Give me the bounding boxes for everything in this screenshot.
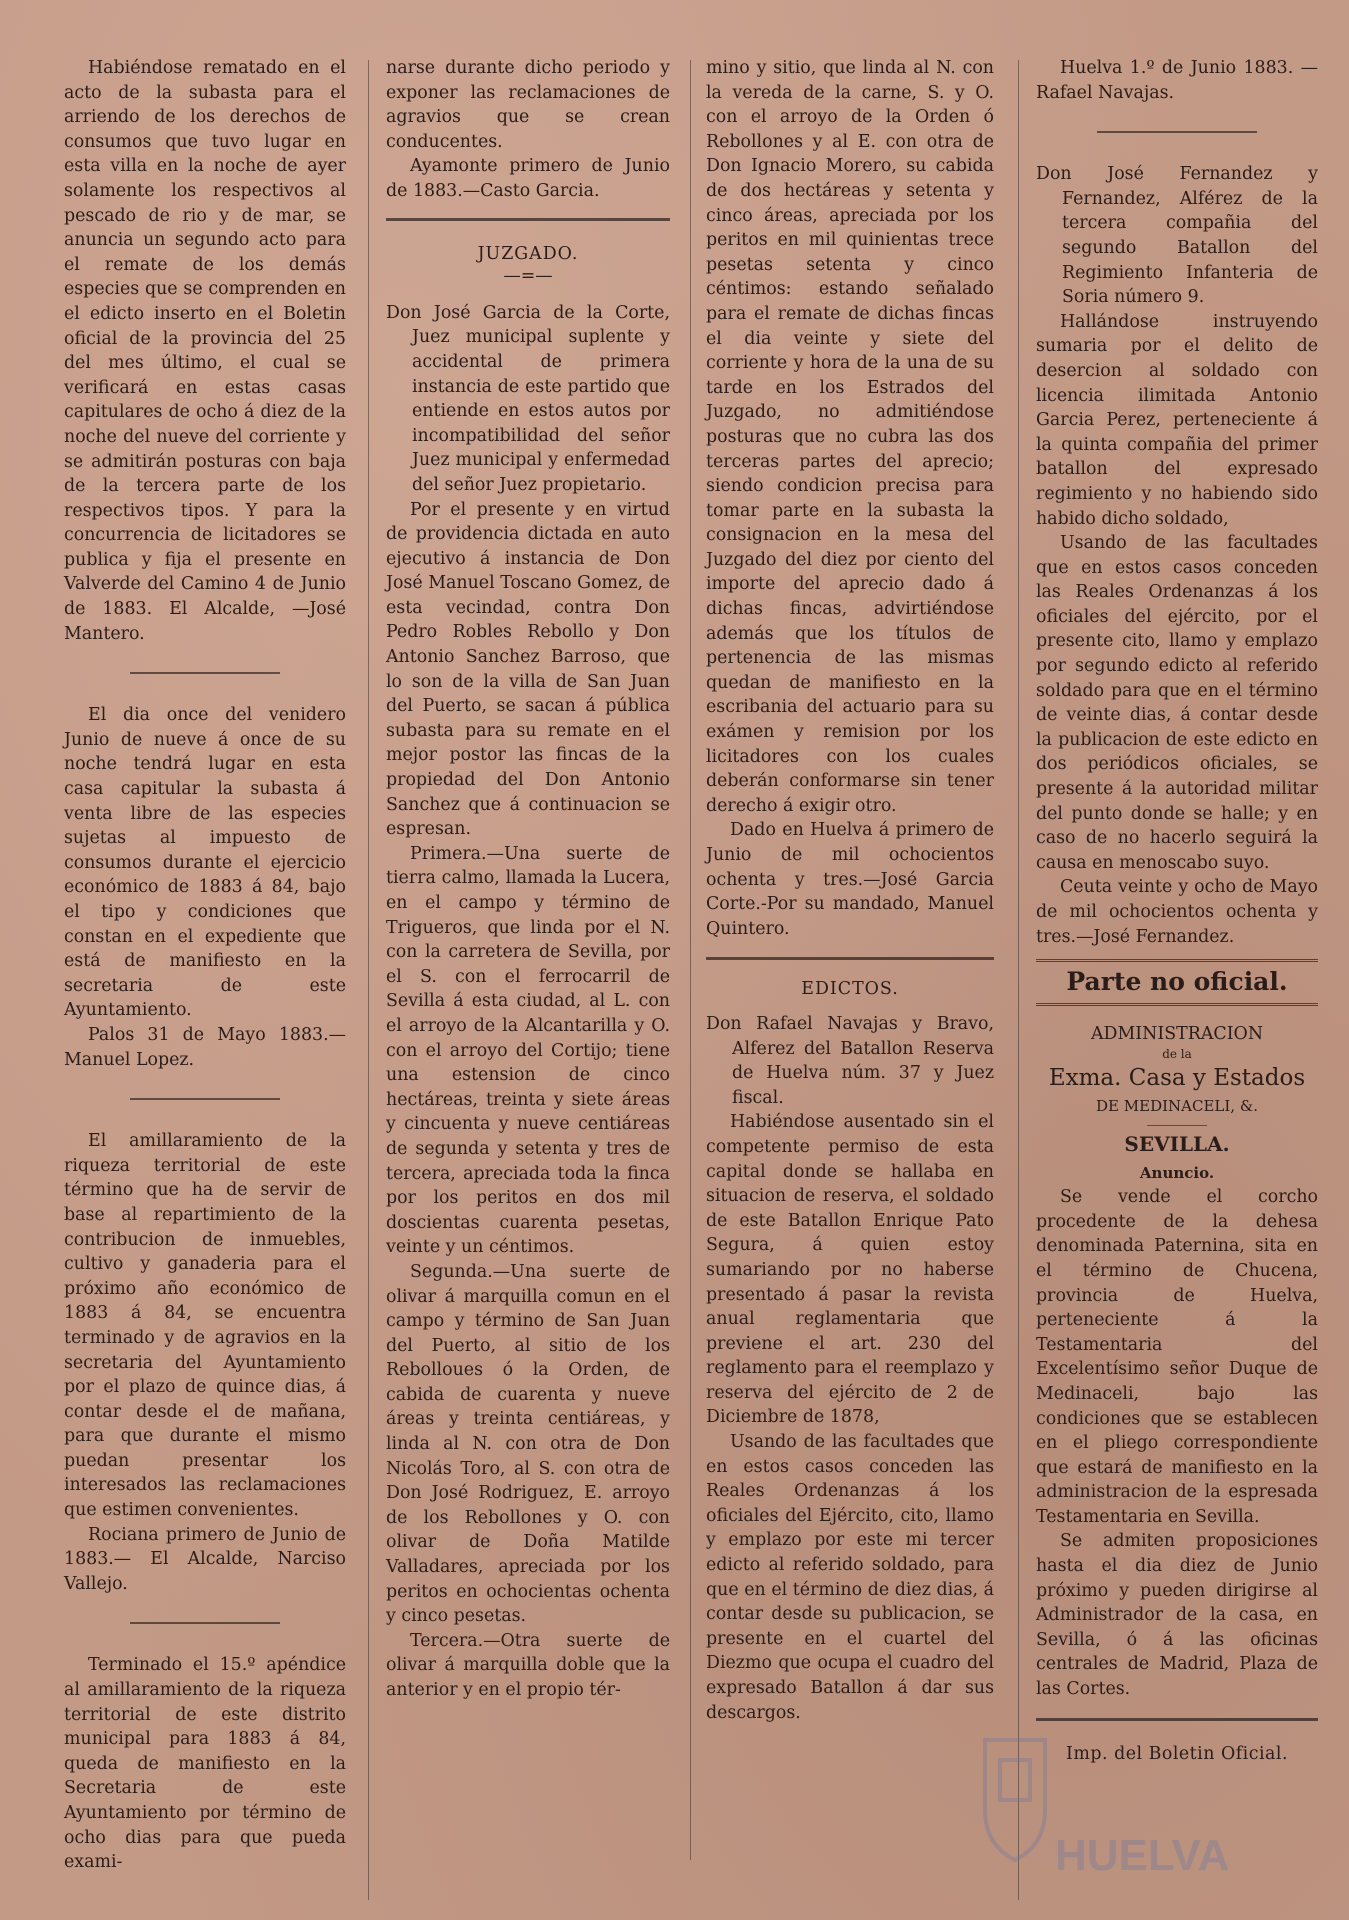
section-heading-juzgado: JUZGADO. bbox=[477, 243, 579, 264]
juzgado-signature: Dado en Huelva á primero de Junio de mil ochocientos ochenta y tres.—José Garcia Corte.-Por su mandado, Manuel Quintero. bbox=[706, 820, 994, 939]
notice-rociana: El amillaramiento de la riqueza territorial de este término que ha de servir de base al repartimiento de la contribucion de inmuebles, cultivo y ganaderia para el próximo año económico de 1883 á 84, se encuentra terminado y de agravios en la secretaria del Ayuntamiento por el plazo de quince dias, á contar desde el de mañana, para que durante el mismo puedan presentar los interesados las reclamaciones que estimen convenientes. bbox=[64, 1131, 346, 1521]
separator bbox=[1097, 131, 1257, 136]
finca-tercera: Tercera.—Otra suerte de olivar á marquilla doble que la anterior y en el propio tér- bbox=[386, 1630, 670, 1700]
anuncio-proposiciones: Se admiten proposiciones hasta el dia diez de Junio próximo y pueden dirigirse al Administrador de la casa, en Sevilla, ó á las oficinas centrales de Madrid, Plaza de las Cortes. bbox=[1036, 1531, 1318, 1700]
admin-sevilla: SEVILLA. bbox=[1124, 1131, 1230, 1156]
section-heading-edictos: EDICTOS. bbox=[801, 979, 899, 1000]
admin-heading: ADMINISTRACION bbox=[1090, 1023, 1264, 1044]
finca-primera: Primera.—Una suerte de tierra calmo, llamada la Lucera, en el campo y término de Trigueros, que linda por el N. con la carretera de Sevilla, por el S. con el ferrocarril de Sevilla á esta ciudad, al L. con el arroyo de la Alcantarilla y O. con el arroyo del Cortijo; tiene una estension de cinco hectáreas, treinta y siete áreas y cincuenta y nueve centiáreas de segunda y setenta y tres de tercera, apreciada toda la finca por los peritos en dos mil doscientas cuarenta pesetas, veinte y un céntimos. bbox=[386, 843, 670, 1258]
admin-medinaceli: DE MEDINACELI, &. bbox=[1096, 1097, 1258, 1116]
separator bbox=[1147, 1125, 1207, 1126]
notice-ayamonte-continued: narse durante dicho periodo y exponer las reclamaciones de agravios que se crean conducentes. bbox=[386, 58, 670, 152]
admin-dela: de la bbox=[1162, 1047, 1192, 1062]
column-4 bbox=[1036, 56, 1318, 1766]
notice-ayamonte: Terminado el 15.º apéndice al amillaramiento de la riqueza territorial de este distrito municipal para 1883 á 84, queda de manifiesto en la Secretaria de este Ayuntamiento por término de ocho dias para que pueda exami- bbox=[64, 1655, 346, 1873]
anuncio-label: Anuncio. bbox=[1139, 1163, 1215, 1182]
juzgado-intro: Don José Garcia de la Corte, Juez municipal suplente y accidental de primera instancia de este partido que entiende en estos autos por incompatibilidad del señor Juez municipal y enfermedad del señor Juez propietario. bbox=[386, 302, 670, 495]
edicto-fernandez-signature: Ceuta veinte y ocho de Mayo de mil ochocientos ochenta y tres.—José Fernandez. bbox=[1036, 877, 1318, 947]
separator bbox=[130, 672, 280, 677]
separator bbox=[130, 1098, 280, 1103]
imprenta-footer: Imp. del Boletin Oficial. bbox=[1066, 1743, 1288, 1764]
finca-tercera-continued: mino y sitio, que linda al N. con la vereda de la carne, S. y O. con el arroyo de la Orden ó Rebollones y al E. con otra de Don Ignacio Morero, su cabida de dos hectáreas y setenta y cinco áreas, apreciada por los peritos en mil quinientas trece pesetas setenta y cinco céntimos: estando señalado para el remate de dichas fincas el dia veinte y siete del corriente y hora de la una de su tarde en los Estrados del Juzgado, no admitiéndose posturas que no cubra las dos terceras partes del aprecio; siendo condicion precisa para tomar parte en la subasta la consignacion en la mesa del Juzgado del diez por ciento del importe del aprecio dado á dichas fincas, advirtiéndose además que los títulos de pertenencia de las mismas quedan de manifiesto en la escribania del actuario para su exámen y remision por los licitadores con los cuales deberán conformarse sin tener derecho á exigir otro. bbox=[706, 58, 994, 816]
edicto-navajas-signature: Huelva 1.º de Junio 1883. —Rafael Navajas. bbox=[1036, 58, 1318, 103]
column-rule-1 bbox=[368, 60, 369, 1900]
column-1 bbox=[64, 56, 346, 1875]
separator bbox=[130, 1622, 280, 1627]
column-rule-2 bbox=[690, 60, 691, 1860]
edicto-fernandez-body: Hallándose instruyendo sumaria por el delito de desercion al soldado con licencia ilimitada Antonio Garcia Perez, perteneciente á la quinta compañia del primer batallon del expresado regimiento y no habiendo sido habido dicho soldado, bbox=[1036, 311, 1318, 529]
heading-ornament: —=— bbox=[503, 266, 553, 287]
archive-watermark-stamp bbox=[950, 1720, 1280, 1900]
column-rule-3 bbox=[1018, 60, 1019, 1900]
column-3 bbox=[706, 56, 994, 1725]
watermark-text: HUELVA bbox=[1055, 1831, 1230, 1880]
edicto-navajas-body: Habiéndose ausentado sin el competente permiso de esta capital donde se hallaba en situacion de reserva, el soldado de este Batallon Enrique Pato Segura, á quien estoy sumariando por no haberse presentado á pasar la revista anual reglamentaria que previene el art. 230 del reglamento para el reemplazo y reserva del ejército de 2 de Diciembre de 1878, bbox=[706, 1112, 994, 1428]
notice-rociana-signature: Rociana primero de Junio de 1883.— El Alcalde, Narciso Vallejo. bbox=[64, 1524, 346, 1594]
edicto-fernandez-intro: Don José Fernandez y Fernandez, Alférez de la tercera compañia del segundo Batallon del Regimiento Infanteria de Soria número 9. bbox=[1036, 164, 1318, 308]
column-2 bbox=[386, 56, 670, 1703]
separator bbox=[706, 957, 994, 963]
anuncio-corcho: Se vende el corcho procedente de la dehesa denominada Paternina, sita en el término de Chucena, provincia de Huelva, perteneciente á la Testamentaria del Excelentísimo señor Duque de Medinaceli, bajo las condiciones que se establecen en el pliego correspondiente que estará de manifiesto en la administracion de la espresada Testamentaria en Sevilla. bbox=[1036, 1187, 1318, 1527]
finca-segunda: Segunda.—Una suerte de olivar á marquilla comun en el campo y término de San Juan del Puerto, al sitio de los Rebolloues ó la Orden, de cabida de cuarenta y nueve áreas y treinta centiáreas, y linda al N. con otra de Don Nicolás Toro, al S. con otra de Don José Rodriguez, E. arroyo de los Rebollones y O. con olivar de Doña Matilde Valladares, apreciada por los peritos en ochocientas ochenta y cinco pesetas. bbox=[386, 1261, 670, 1627]
notice-ayamonte-signature: Ayamonte primero de Junio de 1883.—Casto Garcia. bbox=[386, 156, 670, 201]
notice-palos: El dia once del venidero Junio de nueve á once de su noche tendrá lugar en esta casa capitular la subasta á venta libre de las especies sujetas al impuesto de consumos durante el ejercicio económico de 1883 á 84, bajo el tipo y condiciones que constan en el expediente que está de manifiesto en la secretaria de este Ayuntamiento. bbox=[64, 705, 346, 1021]
edicto-navajas-intro: Don Rafael Navajas y Bravo, Alferez del Batallon Reserva de Huelva núm. 37 y Juez fiscal. bbox=[706, 1013, 994, 1108]
shield-icon bbox=[985, 1740, 1045, 1860]
section-heading-parte-no-oficial: Parte no oficial. bbox=[1036, 959, 1318, 1006]
edicto-fernandez-summons: Usando de las facultades que en estos casos conceden las Reales Ordenanzas á los oficiales del ejército, por el presente cito, llamo y emplazo por segundo edicto al referido soldado para que en el término de veinte dias, á contar desde la publicacion de este edicto en dos periódicos oficiales, se presente á la autoridad militar del punto donde se halle; y en caso de no hacerlo seguirá la causa en menoscabo suyo. bbox=[1036, 533, 1318, 873]
notice-palos-signature: Palos 31 de Mayo 1883.— Manuel Lopez. bbox=[64, 1024, 346, 1070]
edicto-navajas-summons: Usando de las facultades que en estos casos conceden las Reales Ordenanzas á los oficiales del Ejército, cito, llamo y emplazo por este mi tercer edicto al referido soldado, para que en el término de diez dias, á contar desde su publicacion, se presente en el cuartel del Diezmo que ocupa el cuadro del expresado Batallon á dar sus descargos. bbox=[706, 1432, 994, 1723]
separator bbox=[386, 218, 670, 224]
notice-valverde: Habiéndose rematado en el acto de la subasta para el arriendo de los derechos de consumos que tuvo lugar en esta villa en la noche de ayer solamente los respectivos al pescado de rio y de mar, se anuncia un segundo acto para el remate de los demás especies que se comprenden en el edicto inserto en el Boletin oficial de la provincia del 25 del mes último, el cual se verificará en estas casas capitulares de ocho á diez de la noche del nueve del corriente y se admitirán posturas con baja de la tercera parte de los respectivos tipos. Y para la concurrencia de licitadores se publica y fija el presente en Valverde del Camino 4 de Junio de 1883. El Alcalde, —José Mantero. bbox=[64, 58, 346, 644]
juzgado-providencia: Por el presente y en virtud de providencia dictada en auto ejecutivo á instancia de Don José Manuel Toscano Gomez, de esta vecindad, contra Don Pedro Robles Rebollo y Don Antonio Sanchez Barroso, que lo son de la villa de San Juan del Puerto, se sacan á pública subasta para su remate en el mejor postor las fincas de la propiedad del Don Antonio Sanchez que á continuacion se espresan. bbox=[386, 499, 670, 840]
admin-casa: Exma. Casa y Estados bbox=[1048, 1065, 1306, 1092]
